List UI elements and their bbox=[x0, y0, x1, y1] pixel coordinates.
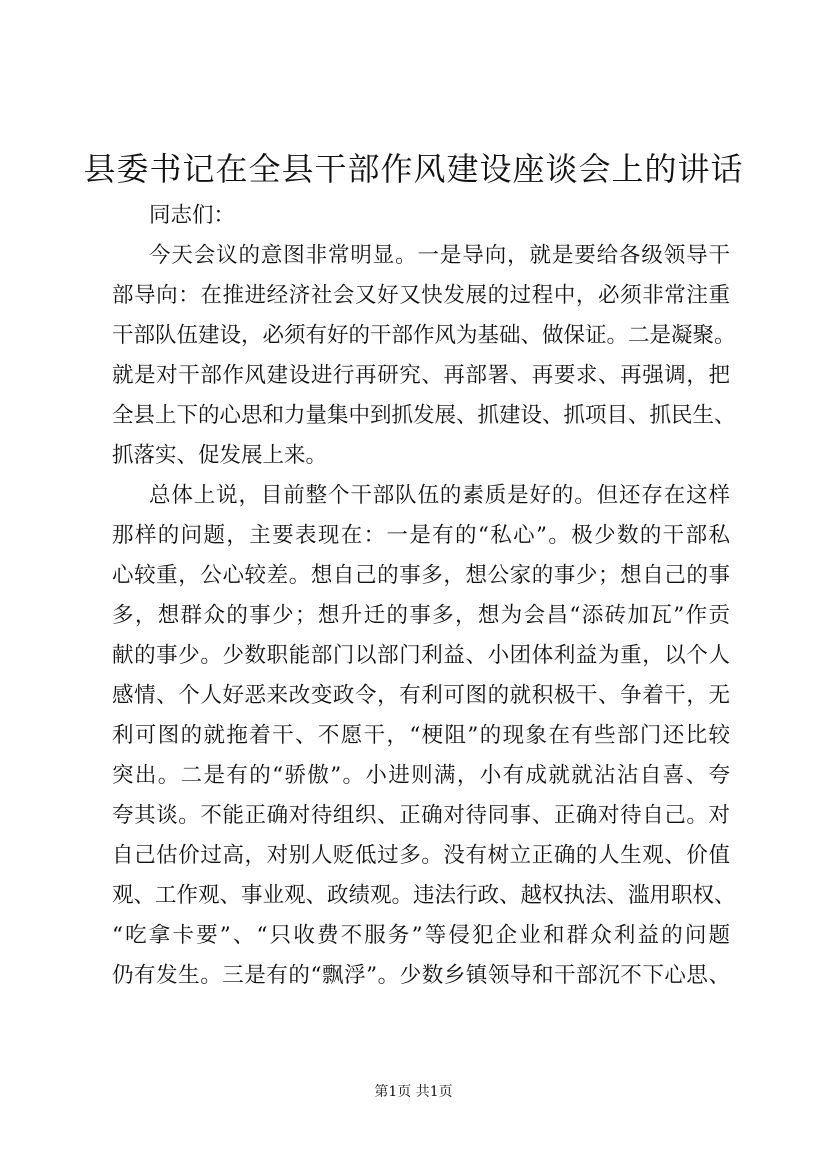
text-line: 夸其谈。不能正确对待组织、正确对待同事、正确对待自己。对 bbox=[112, 803, 730, 828]
text-line: 那样的问题，主要表现在：一是有的“私心”。极少数的干部私 bbox=[112, 523, 730, 548]
salutation-line: 同志们： bbox=[149, 203, 236, 228]
document-body bbox=[112, 196, 736, 996]
text-line: 抓落实、促发展上来。 bbox=[112, 443, 328, 468]
text-line: 干部队伍建设，必须有好的干部作风为基础、做保证。二是凝聚。 bbox=[112, 323, 736, 348]
text-line: 献的事少。少数职能部门以部门利益、小团体利益为重，以个人 bbox=[112, 643, 730, 668]
text-line: 全县上下的心思和力量集中到抓发展、抓建设、抓项目、抓民生、 bbox=[112, 403, 736, 428]
text-line: 自己估价过高，对别人贬低过多。没有树立正确的人生观、价值 bbox=[112, 843, 730, 868]
text-line: 利可图的就拖着干、不愿干，“梗阻”的现象在有些部门还比较 bbox=[112, 723, 730, 748]
text-line: 观、工作观、事业观、政绩观。违法行政、越权执法、滥用职权、 bbox=[112, 883, 736, 908]
text-line: 多，想群众的事少；想升迁的事多，想为会昌“添砖加瓦”作贡 bbox=[112, 603, 730, 628]
text-line: 今天会议的意图非常明显。一是导向，就是要给各级领导干 bbox=[149, 243, 730, 268]
page-title: 县委书记在全县干部作风建设座谈会上的讲话 bbox=[83, 150, 744, 188]
page-footer: 第1页 共1页 bbox=[374, 1084, 453, 1100]
text-line: 总体上说，目前整个干部队伍的素质是好的。但还存在这样 bbox=[149, 483, 730, 508]
text-line: 感情、个人好恶来改变政令，有利可图的就积极干、争着干，无 bbox=[112, 683, 730, 708]
text-line: 就是对干部作风建设进行再研究、再部署、再要求、再强调，把 bbox=[112, 363, 730, 388]
text-line: 部导向：在推进经济社会又好又快发展的过程中，必须非常注重 bbox=[112, 283, 730, 308]
text-line: 突出。二是有的“骄傲”。小进则满，小有成就就沾沾自喜、夸 bbox=[112, 763, 730, 788]
text-line: 仍有发生。三是有的“飘浮”。少数乡镇领导和干部沉不下心思、 bbox=[112, 963, 730, 988]
text-line: 心较重，公心较差。想自己的事多，想公家的事少；想自己的事 bbox=[112, 563, 730, 588]
text-line: “吃拿卡要”、“只收费不服务”等侵犯企业和群众利益的问题 bbox=[112, 923, 730, 948]
